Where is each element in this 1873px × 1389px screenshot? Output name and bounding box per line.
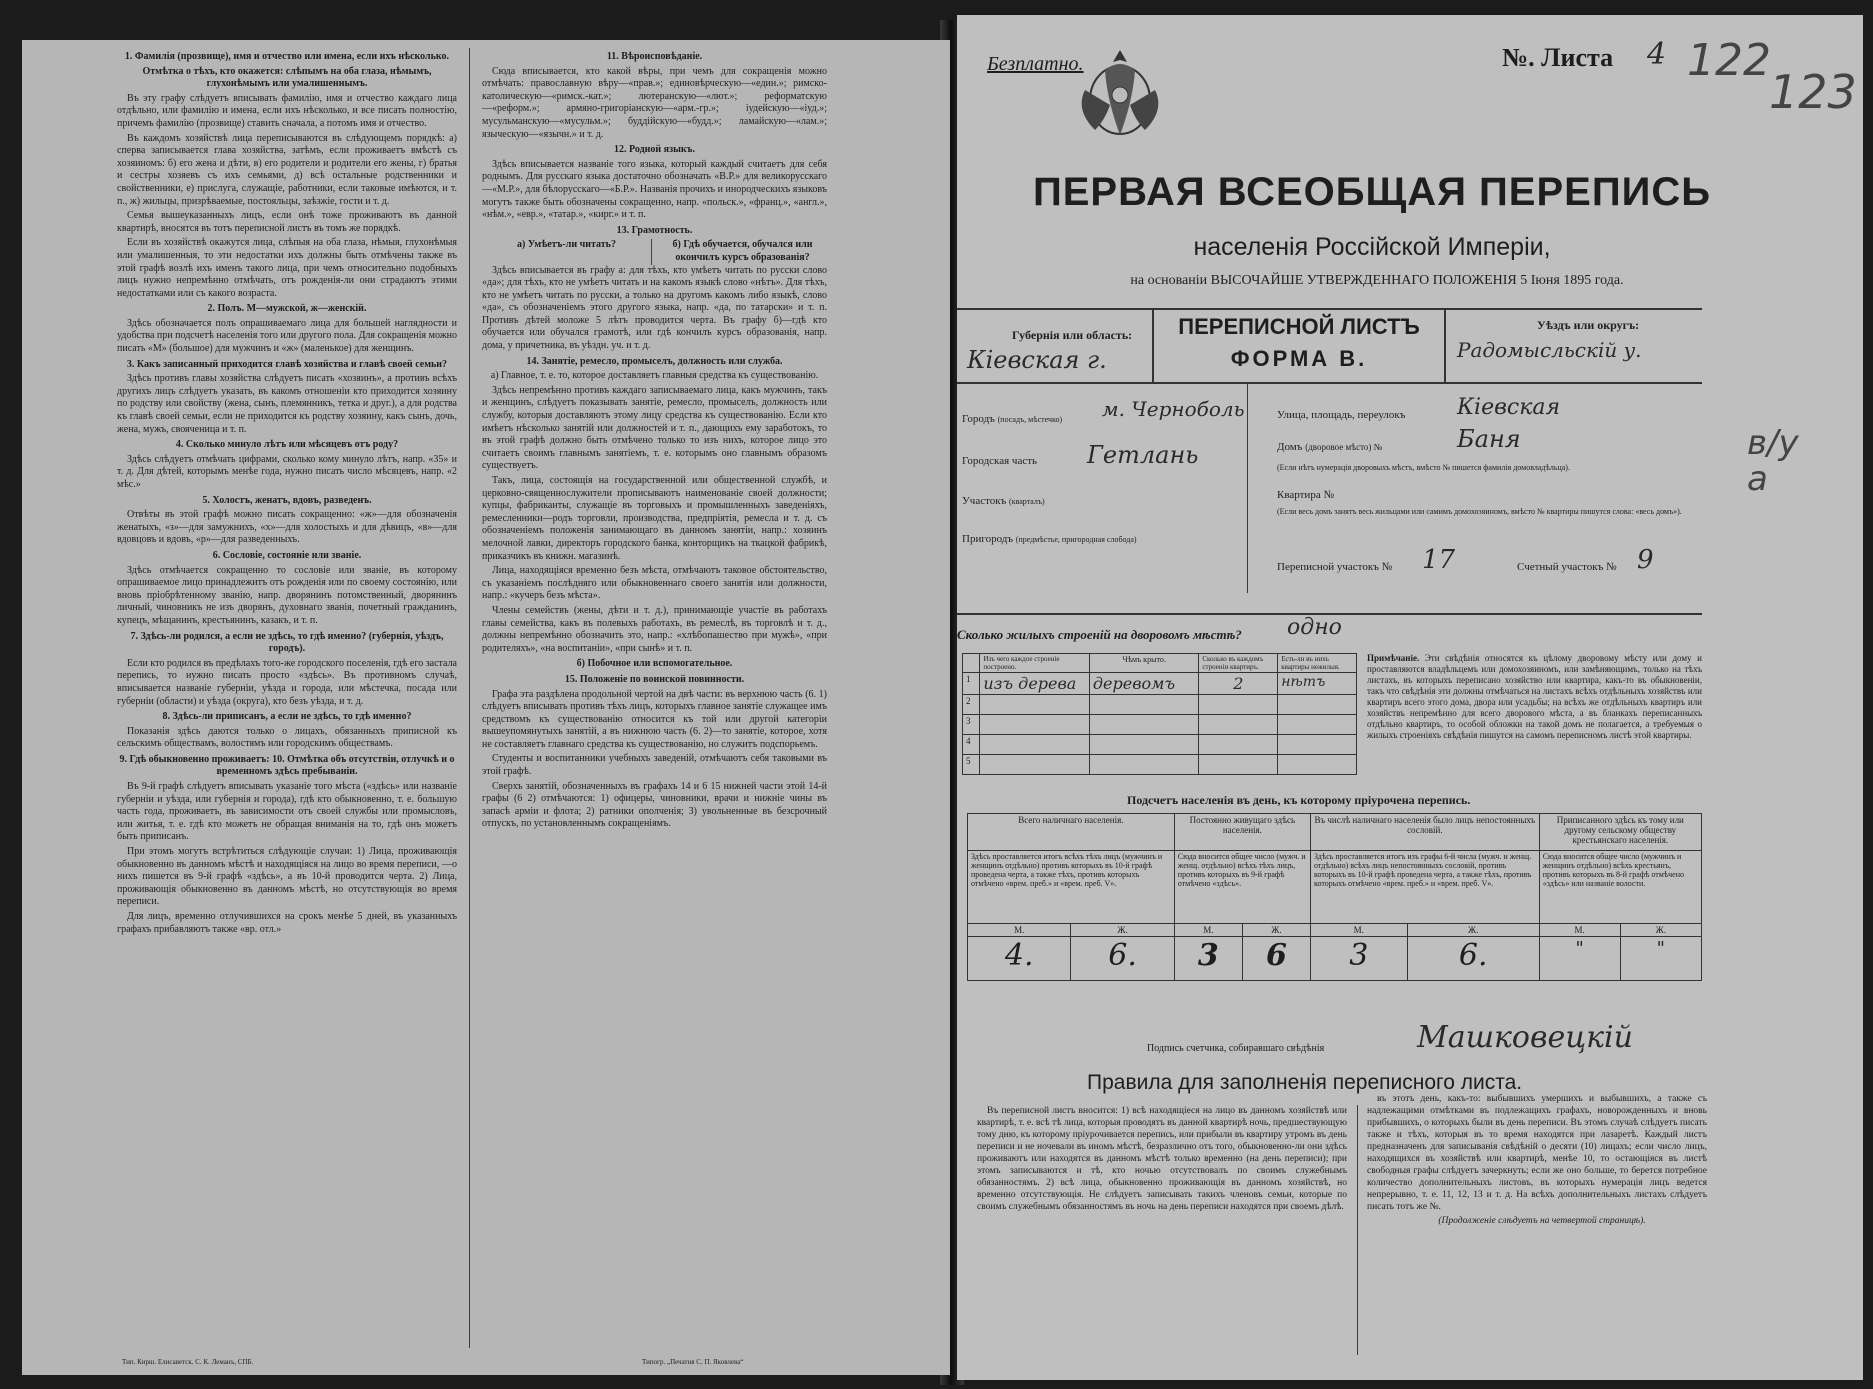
table-cell: деревомъ xyxy=(1089,673,1199,695)
paragraph: Показанія здѣсь даются только о лицахъ, обязанныхъ приписной къ сельскимъ обществамъ, волостямъ или городскимъ обществамъ. xyxy=(117,725,457,750)
table-cell xyxy=(1089,735,1199,755)
left-page xyxy=(22,40,950,1375)
sex-label: Ж. xyxy=(1242,924,1310,937)
city-value: м. Черноболь xyxy=(1102,397,1245,421)
row-number: 4 xyxy=(963,735,980,755)
enumerator-signature: Машковецкій xyxy=(1417,1020,1633,1055)
paragraph: Здѣсь вписывается названіе того языка, который каждый считаетъ для себя роднымъ. Для русскаго языка достаточно обозначать «В.Р.» для великорусскаго—«М.Р.», для бѣлорусскаго—«Б.Р.». Названія прочихъ и инородческихъ языковъ могутъ также быть обозначены сокращенно, напр. «польск.», «франц.», «англ.», «нѣм.», «евр.», «татар.», «кирг.» и т. п. xyxy=(482,158,827,221)
city-sub: (посадъ, мѣстечко) xyxy=(997,415,1063,424)
enumerator-signature-label: Подпись счетчика, собиравшаго свѣдѣнія xyxy=(1147,1043,1325,1054)
right-page xyxy=(957,15,1863,1380)
table-cell xyxy=(980,755,1090,775)
paragraph: Здѣсь вписывается въ графу а: для тѣхъ, кто умѣетъ читать по русски слово «да»; для тѣхъ, кто не умѣетъ читать и на какомъ языкѣ слово «нѣтъ». Для тѣхъ, кто не умѣетъ читать по русски, а только на другомъ какомъ либо языкѣ, слово «да», съ обозначеніемъ этого другого языка, напр. «да, по татарски» и т. п. Противъ дѣтей моложе 5 лѣтъ проводится черта. Въ графу б)—гдѣ кто обучается или обучался грамотѣ, или гдѣ кончилъ курсъ образованія, напр. дома, у причетника, въ уѣздн. уч. и т. д. xyxy=(482,264,827,352)
double-headed-eagle-emblem xyxy=(1065,40,1175,150)
left-footer-1: Тип. Кирш. Елисаветск. С. К. Леманъ, СПБ. xyxy=(122,1358,254,1366)
table-row xyxy=(968,851,1702,924)
part-value: Гетлань xyxy=(1087,441,1199,469)
question-a: а) Умѣетъ-ли читать? xyxy=(482,239,652,264)
heading-2: 2. Полъ. М—мужской, ж—женскій. xyxy=(207,303,367,315)
house-value: Баня xyxy=(1457,425,1521,453)
form-title: ПЕРЕПИСНОЙ ЛИСТЪ xyxy=(1178,314,1420,339)
house-note: (Если нѣтъ нумерація дворовыхъ мѣстъ, вмѣсто № пишется фамилія домовладѣльца). xyxy=(1277,463,1570,472)
table-header-cell: Приписанного здѣсь къ тому или другому сельскому обществу крестьянскаго населенія. xyxy=(1539,814,1701,851)
table-cell xyxy=(1278,755,1357,775)
row-number: 3 xyxy=(963,715,980,735)
paragraph: Лица, находящіяся временно безъ мѣста, отмѣчаютъ таковое обстоятельство, съ указаніемъ послѣдняго или обыкновеннаго своего занятія или должности, напр.: «кучеръ безъ мѣста». xyxy=(482,565,827,602)
count-value: 6 xyxy=(1242,937,1310,981)
count-plot-value: 9 xyxy=(1637,545,1654,575)
sex-label: Ж. xyxy=(1620,924,1701,937)
table-cell: нѣтъ xyxy=(1278,673,1357,695)
sex-label: М. xyxy=(1174,924,1242,937)
count-value: 6. xyxy=(1407,937,1539,981)
table-cell xyxy=(980,695,1090,715)
paragraph: Отвѣты въ этой графѣ можно писать сокращенно: «ж»—для обозначенія женатыхъ, «з»—для замужнихъ, «х»—для холостыхъ и для дѣвицъ, «в»—для вдовцовъ и вдовъ, «р»—для разведенныхъ. xyxy=(117,509,457,546)
form-title-box xyxy=(1152,308,1446,382)
table-header-row xyxy=(968,814,1702,851)
paragraph: Въ 9-й графѣ слѣдуетъ вписывать указаніе того мѣста («здѣсь» или названіе губерніи и уѣзда, или губернія и города), гдѣ кто обыкновенно, т. е. большую часть года, проживаетъ, въ зависимости отъ своей службы или промысловъ, или житья, т. е. гдѣ кто можетъ не обращая вниманія на то, гдѣ онъ можетъ быть приписанъ. xyxy=(117,781,457,843)
table-row xyxy=(963,735,1357,755)
table-cell xyxy=(980,735,1090,755)
table-cell xyxy=(1278,695,1357,715)
part-label: Городская часть xyxy=(962,455,1038,467)
column-rule xyxy=(469,48,470,1348)
count-value: " xyxy=(1539,937,1620,981)
paragraph: При этомъ могутъ встрѣтиться слѣдующіе случаи: 1) Лица, проживающія обыкновенно въ данномъ мѣстѣ и находящіяся на лицо во время переписи, —о нихъ пишется въ 9-й графѣ «здѣсь», а въ 10-й проводится черта. 2) Лица, проживающія обыкновенно въ данномъ мѣстѣ, но отсутствующія во время переписи. xyxy=(117,846,457,908)
sex-label: Ж. xyxy=(1407,924,1539,937)
buildings-table xyxy=(962,653,1357,775)
question-b: б) Гдѣ обучается, обучался или окончилъ курсъ образованія? xyxy=(672,239,813,263)
apartment-label: Квартира № xyxy=(1277,489,1334,501)
left-column-2 xyxy=(482,48,827,1358)
table-cell: Здѣсь проставляется итогъ всѣхъ тѣхъ лицъ (мужчинъ и женщинъ отдѣльно) противъ которыхъ въ 10-й графѣ проведена черта, а также тѣхъ, противъ которыхъ отмѣчено «врем. преб.» и «врем. преб. V». xyxy=(968,851,1175,924)
paragraph: Семья вышеуказанныхъ лицъ, если онѣ тоже проживаютъ въ данной квартирѣ, вносятся въ тотъ переписной листъ въ томъ же порядкѣ. xyxy=(117,210,457,234)
sex-label: М. xyxy=(1310,924,1407,937)
paragraph: Здѣсь непремѣнно противъ каждаго записываемаго лица, какъ мужчинъ, такъ и женщинъ, слѣдуетъ показывать занятіе, ремесло, промыселъ, должность или службу, которыя доставляютъ этому лицу средства къ существованію. Если кто имѣетъ нѣсколько занятій или должностей и т. п., дающихъ ему заработокъ, то въ этой графѣ должно быть отмѣчено только то изъ нихъ, которое лицо это считаетъ своимъ главнымъ занятіемъ, т. е. которымъ оно главнымъ образомъ существуетъ. xyxy=(482,384,827,472)
province-value: Кіевская г. xyxy=(967,346,1107,374)
paragraph: а) Главное, т. е. то, которое доставляетъ главныя средства къ существованію. xyxy=(490,370,819,382)
table-header-cell: Есть-ли въ нихъ квартиры нежилыя. xyxy=(1278,654,1357,673)
sheet-number-label: №. Листа xyxy=(1502,43,1614,72)
margin-pencil-note: в/у а xyxy=(1747,423,1799,499)
heading-6: 6. Сословіе, состояніе или званіе. xyxy=(212,549,362,561)
continued-note: (Продолженіе слѣдуетъ на четвертой страницѣ). xyxy=(1438,1216,1646,1226)
row-number: 2 xyxy=(963,695,980,715)
paragraph: Студенты и воспитанники учебныхъ заведеній, отмѣчаютъ себя таковыми въ этой графѣ. xyxy=(482,753,827,778)
address-block xyxy=(957,383,1702,615)
row-number-header xyxy=(963,654,980,673)
count-value: " xyxy=(1620,937,1701,981)
literacy-questions xyxy=(482,239,827,264)
paragraph: Сверхъ занятій, обозначенныхъ въ графахъ 14 и 6 15 нижней части этой 14-й графы (6 2) отмѣчаются: 1) офицеры, чиновники, врачи и нижніе чины въ запасѣ арміи и флота; 2) ратники ополченія; 3) увольненные въ безсрочный отпускъ, по установленнымъ сокращеніямъ. xyxy=(482,780,827,830)
count-value: 6. xyxy=(1071,937,1174,981)
province-label: Губернія или область: xyxy=(1012,328,1133,342)
paragraph: Такъ, лица, состоящія на государственной или общественной службѣ, и церковно-священнослужители прописываютъ наименованіе своей должности; купцы, фабриканты, служащіе въ торговыхъ и промышленныхъ заведеніяхъ, ремесленники—родъ торговли, производства, предпріятія, ремесла и т. д. съ обозначеніемъ положенія занимающаго въ данномъ занятіи, напр.: хозяинъ мелочной лавки, директоръ городского банка, конторщикъ на ткацкой фабрикѣ, приказчикъ въ книжн. магазинѣ. xyxy=(482,475,827,562)
rules-column-1 xyxy=(977,1105,1347,1355)
paragraph: Если кто родился въ предѣлахъ того-же городского поселенія, гдѣ его застала перепись, то нужно писать просто «здѣсь». Въ противномъ случаѣ, вписывается названіе губерніи, уѣзда и города, или мѣстечка, посада или губерніи (области) и уѣзда (округа), кто безъ уѣзда, и т. д. xyxy=(117,657,457,707)
district-label: Уѣздъ или округъ: xyxy=(1537,318,1640,332)
table-cell: Сюда вносится общее число (мужчинъ и женщинъ отдѣльно) всѣхъ крестьянъ, противъ которыхъ въ 8-й графѣ отмѣчено «здѣсь» или названіе волости. xyxy=(1539,851,1701,924)
paragraph: Графа эта раздѣлена продольной чертой на двѣ части: въ верхнюю часть (6. 1) слѣдуетъ вписывать противъ тѣхъ лицъ, которыхъ главное занятіе служащее имъ средствомъ къ существованію относится къ той или другой категоріи вышеупомянутыхъ занятій, а въ нижнюю часть (6. 2)—то занятіе, которое, хотя не составляетъ главнаго средства къ существованію, но служитъ подспорьемъ. xyxy=(482,688,827,750)
street-label: Улица, площадь, переулокъ xyxy=(1277,409,1406,421)
table-cell xyxy=(1199,695,1278,715)
sex-label: М. xyxy=(968,924,1071,937)
table-row xyxy=(963,755,1357,775)
heading-12: 12. Родной языкъ. xyxy=(614,144,695,156)
table-cell xyxy=(1199,735,1278,755)
table-cell xyxy=(1199,715,1278,735)
apartment-note: (Если весь домъ занятъ весь жильцами или самимъ домохозяиномъ, вмѣсто № квартиры пишутся слова: «весь домъ»). xyxy=(1277,507,1682,516)
count-value: 4. xyxy=(968,937,1071,981)
free-label: Безплатно. xyxy=(987,53,1084,75)
heading-3: 3. Какъ записанный приходится главѣ хозяйства и главѣ своей семьи? xyxy=(126,358,448,370)
table-header-cell: Постоянно живущаго здѣсь населенія. xyxy=(1174,814,1310,851)
population-count-table xyxy=(967,813,1702,981)
sex-label: Ж. xyxy=(1071,924,1174,937)
count-value: 3 xyxy=(1310,937,1407,981)
rules-title: Правила для заполненія переписного листа. xyxy=(1087,1071,1523,1094)
left-column-1 xyxy=(117,48,457,1358)
table-row xyxy=(968,937,1702,981)
form-header-box xyxy=(957,308,1702,384)
note-block xyxy=(1367,653,1702,773)
table-header-cell: Сколько въ каждомъ строеніи квартиръ. xyxy=(1199,654,1278,673)
district-value: Радомысльскій у. xyxy=(1457,338,1642,362)
table-cell: изъ дерева xyxy=(980,673,1090,695)
paragraph: Въ каждомъ хозяйствѣ лица переписываются въ слѣдующемъ порядкѣ: а) сперва записывается глава хозяйства, затѣмъ, если проживаетъ вмѣстѣ съ хозяиномъ: б) его жена и дѣти, в) его родители и родители его жены, г) братья и сестры хозяевъ съ ихъ семьями, д) всѣ остальные родственники и свойственники, е) прислуга, служащіе, работники, если таковые имѣются, и т. п., ж) жильцы, призрѣваемые, постояльцы, заѣзжіе, гости и т. д. xyxy=(117,132,457,207)
paragraph: Здѣсь противъ главы хозяйства слѣдуетъ писать «хозяинъ», а противъ всѣхъ другихъ лицъ слѣдуетъ указать, въ какомъ отношеніи кто приходится хозяину по родству или свойству (жена, сынъ, племянникъ, тетка и друг.), а для родства къ главѣ своей семьи, если не приходится къ родству хозяину, какъ сынъ, дочь, жена, мужъ, свояченица и т. п. xyxy=(117,373,457,435)
table-cell xyxy=(1089,755,1199,775)
table-header-cell: Чѣмъ крыто. xyxy=(1089,654,1199,673)
paragraph: Здѣсь слѣдуетъ отмѣчать цифрами, сколько кому минуло лѣтъ, напр. «35» и т. д. Для дѣтей, которымъ менѣе года, нужно писать число мѣсяцевъ, напр. «2 мѣс.» xyxy=(117,453,457,490)
street-value: Кіевская xyxy=(1457,395,1561,420)
paragraph: въ этотъ день, какъ-то: выбывшихъ умершихъ и выбывшихъ, а также съ надлежащими отмѣтками въ подлежащихъ графахъ, новорожденныхъ и вновь прибывшихъ, о которыхъ были въ день переписи. Въ этомъ случаѣ слѣдуетъ писать также и тѣхъ, которыя въ то время находятся при лазаретѣ. Каждый листъ предназначенъ для записыванія свѣдѣній о десяти (10) лицахъ; если число лицъ, находящихся въ хозяйствѣ или квартирѣ, менѣе 10, то остающіяся въ листѣ свободныя графы слѣдуетъ зачеркнуть; если же оно больше, то берется потребное количество дополнительныхъ листовъ, въ которыхъ нумерація лицъ ведется непрерывно, т. е. 11, 12, 13 и т. д. На всѣхъ дополнительныхъ листахъ слѣдуетъ писать тотъ же №. xyxy=(1367,1094,1707,1212)
suburb-label: Пригородъ (предмѣстье, пригородная слобода) xyxy=(962,533,1137,545)
legal-basis: на основаніи ВЫСОЧАЙШЕ УТВЕРЖДЕННАГО ПОЛОЖЕНІЯ 5 Іюня 1895 года. xyxy=(1130,273,1624,288)
archive-number-1: 122 xyxy=(1687,35,1771,86)
table-header-cell: Всего наличнаго населенія. xyxy=(968,814,1175,851)
table-cell xyxy=(1199,755,1278,775)
address-divider xyxy=(1247,383,1248,593)
row-number: 5 xyxy=(963,755,980,775)
heading-14b: б) Побочное или вспомогательное. xyxy=(576,658,733,670)
census-plot-label: Переписной участокъ № xyxy=(1277,561,1393,573)
table-cell: Здѣсь проставляется итогъ изъ графы 6-й числа (мужч. и женщ. отдѣльно) всѣхъ лицъ непостоянныхъ сословій, противъ которыхъ въ 10-й графѣ проведена черта, а также тѣхъ, противъ которыхъ отмѣчено «врем. преб.» и «врем. преб. V». xyxy=(1310,851,1539,924)
paragraph: Если въ хозяйствѣ окажутся лица, слѣпыя на оба глаза, нѣмыя, глухонѣмыя или умалишенныя, то эти недостатки ихъ должны быть отмѣчены также въ этой графѣ возлѣ ихъ именъ такого лица, при чемъ относительно подобныхъ лицъ нужно непремѣнно отмѣчать, отъ рожденія-ли они страдаютъ этими недостатками или съ какого возраста. xyxy=(117,237,457,299)
paragraph: Члены семействъ (жены, дѣти и т. д.), принимающіе участіе въ работахъ главы семейства, какъ въ полевыхъ работахъ, въ ремеслѣ, въ торговлѣ и т. д., должны непремѣнно обозначить это, напр.: «хлѣбопашество при мужѣ», «при родителяхъ», «на воспитаніи», «при сынѣ» и т. п. xyxy=(482,604,827,654)
table-header-cell: Въ числѣ наличнаго населенія было лицъ непостоянныхъ сословій. xyxy=(1310,814,1539,851)
paragraph: Для лицъ, временно отлучившихся на срокъ менѣе 5 дней, въ указанныхъ графахъ прибавляютъ также «вр. отл.» xyxy=(117,911,457,935)
heading-9: 9. Гдѣ обыкновенно проживаетъ: 10. Отмѣтка объ отсутствіи, отлучкѣ и о временномъ здѣсь пребываніи. xyxy=(119,753,455,778)
rules-column-2 xyxy=(1367,1093,1707,1343)
table-row xyxy=(968,924,1702,937)
table-cell xyxy=(1089,695,1199,715)
heading-1: 1. Фамилія (прозвище), имя и отчество или имена, если ихъ нѣсколько. xyxy=(124,51,450,62)
table-cell xyxy=(980,715,1090,735)
heading-4: 4. Сколько минуло лѣтъ или мѣсяцевъ отъ роду? xyxy=(175,439,399,451)
table-row xyxy=(963,673,1357,695)
note-title: Примѣчаніе. xyxy=(1367,653,1420,663)
heading-5: 5. Холостъ, женатъ, вдовъ, разведенъ. xyxy=(202,494,372,506)
table-cell xyxy=(1278,735,1357,755)
heading-15: 15. Положеніе по воинской повинности. xyxy=(564,673,745,685)
census-plot-value: 17 xyxy=(1422,545,1456,575)
paragraph: Сюда вписывается, кто какой вѣры, при чемъ для сокращенія можно отмѣчать: православную вѣру—«прав.»; единовѣрческую—«един.»; римско-католическую—«римск.-кат.»; лютеранскую—«лют.»; реформатскую—«реформ.»; армяно-григоріанскую—«арм.-гр.»; іудейскую—«іуд.»; мусульманскую—«мусульм.»; буддійскую—«будд.»; ламайскую—«лам.»; языческую—«язычн.» и т. д. xyxy=(482,65,827,140)
rules-divider xyxy=(1357,1105,1358,1355)
document-title: ПЕРВАЯ ВСЕОБЩАЯ ПЕРЕПИСЬ xyxy=(1033,170,1711,214)
table-cell xyxy=(1089,715,1199,735)
table-cell: Сюда вносится общее число (мужч. и женщ. отдѣльно) всѣхъ тѣхъ лицъ, противъ которыхъ въ 9-й графѣ отмѣчено «здѣсь». xyxy=(1174,851,1310,924)
note-text: Эти свѣдѣнія относятся къ цѣлому дворовому мѣсту или дому и проставляются владѣльцемъ или домохозяиномъ, или замѣняющимъ, только на тѣхъ листахъ, въ которыхъ переписано хозяйство или квартира, какъ-то въ обыкновеніи, такъ что свѣдѣнія эти должны отмѣчаться на листахъ всѣхъ отдѣльныхъ хозяйствъ или квартиръ всего этого дома, двора или усадьбы; на всѣхъ же отдѣльныхъ квартиръ или хозяйствъ непремѣнно для всего дворового мѣста, а въ бланкахъ переписанныхъ отдѣльно квартиръ, то особой обложки на такой домъ не полагается, а требуемыя о жилыхъ строеніяхъ свѣдѣнія пишутся на самомъ переписномъ листѣ этой квартиры. xyxy=(1367,653,1702,740)
population-count-title: Подсчетъ населенія въ день, къ которому пріурочена перепись. xyxy=(1127,793,1471,807)
table-cell: 2 xyxy=(1199,673,1278,695)
row-number: 1 xyxy=(963,673,980,695)
city-label: Городъ (посадъ, мѣстечко) xyxy=(962,413,1063,425)
heading-11: 11. Вѣроисповѣданіе. xyxy=(606,51,703,62)
document-subtitle: населенія Россійской Имперіи, xyxy=(1193,233,1551,261)
heading-13: 13. Грамотность. xyxy=(616,224,693,236)
house-label: Домъ (дворовое мѣсто) № xyxy=(1277,441,1383,453)
paragraph: Отмѣтка о тѣхъ, кто окажется: слѣпымъ на оба глаза, нѣмымъ, глухонѣмымъ или умалишеннымъ. xyxy=(142,65,432,90)
sex-label: М. xyxy=(1539,924,1620,937)
table-cell xyxy=(1278,715,1357,735)
buildings-question: Сколько жилыхъ строеній на дворовомъ мѣстѣ? xyxy=(957,627,1242,642)
count-plot-label: Счетный участокъ № xyxy=(1517,561,1617,573)
table-header-cell: Изъ чего каждое строеніе построено. xyxy=(980,654,1090,673)
paragraph: Здѣсь отмѣчается сокращенно то сословіе или званіе, въ которому опрашиваемое лицо принадлежитъ отъ рожденія или по своему состоянію, или вновь пріобрѣтенному званію, напр. дворянинъ потомственный, дворянинъ личный, чиновникъ не изъ дворянъ, духовнаго званія, почетный гражданинъ, купецъ, мѣщанинъ, крестьянинъ, казакъ, и т. п. xyxy=(117,564,457,626)
sheet-number-value: 4 xyxy=(1647,37,1667,72)
table-row xyxy=(963,715,1357,735)
paragraph: Здѣсь обозначается полъ опрашиваемаго лица для большей наглядности и удобства при подсчетѣ населенія того или другого пола. Для сокращенія можно писать «М» (большое) для мужчинъ и «ж» (маленькое) для женщинъ. xyxy=(117,317,457,355)
buildings-value: одно xyxy=(1287,615,1342,640)
heading-14: 14. Занятіе, ремесло, промыселъ, должность или служба. xyxy=(526,355,783,367)
heading-7: 7. Здѣсь-ли родился, а если не здѣсь, то гдѣ именно? (губернія, уѣздъ, городъ). xyxy=(130,630,444,655)
form-type: ФОРМА В. xyxy=(1230,346,1368,371)
left-footer-2: Типогр. „Печатня С. П. Яковлева“ xyxy=(642,1358,744,1366)
paragraph: Въ эту графу слѣдуетъ вписывать фамилію, имя и отчество каждаго лица отдѣльно, или фамилію и имена, если ихъ нѣсколько, и все писать полностію, причемъ фамилію (прозвище) ставить сначала, а потомъ имя и отчество. xyxy=(117,92,457,129)
table-row xyxy=(963,695,1357,715)
heading-8: 8. Здѣсь-ли приписанъ, а если не здѣсь, то гдѣ именно? xyxy=(162,711,412,723)
section-label: Участокъ (кварталъ) xyxy=(962,495,1045,507)
archive-number-2: 123 xyxy=(1769,65,1857,119)
paragraph: Въ переписной листъ вносится: 1) всѣ находящіеся на лицо въ данномъ хозяйствѣ или квартирѣ, т. е. всѣ тѣ лица, которыя проводятъ въ данной квартирѣ ночь, предшествующую тому дню, къ которому пріурочивается перепись, или прибыли въ квартиру утромъ въ день переписи и не ночевали въ иномъ мѣстѣ, безразлично отъ того, обыкновенно-ли они здѣсь проживаютъ или находятся въ данномъ мѣстѣ только временно (на день переписи); при этомъ записываются и тѣ, кто ночью отсутствовалъ по своимъ служебнымъ обязанностямъ. 2) всѣ лица, обыкновенно проживающія въ данномъ хозяйствѣ, но временно отсутствующія. Не слѣдуетъ записывать такихъ членовъ семьи, которые по своимъ служебнымъ обязанностямъ въ ночь на день переписи находятся при своемъ дѣлѣ. xyxy=(977,1106,1347,1212)
count-value: 3 xyxy=(1174,937,1242,981)
table-header-row xyxy=(963,654,1357,673)
